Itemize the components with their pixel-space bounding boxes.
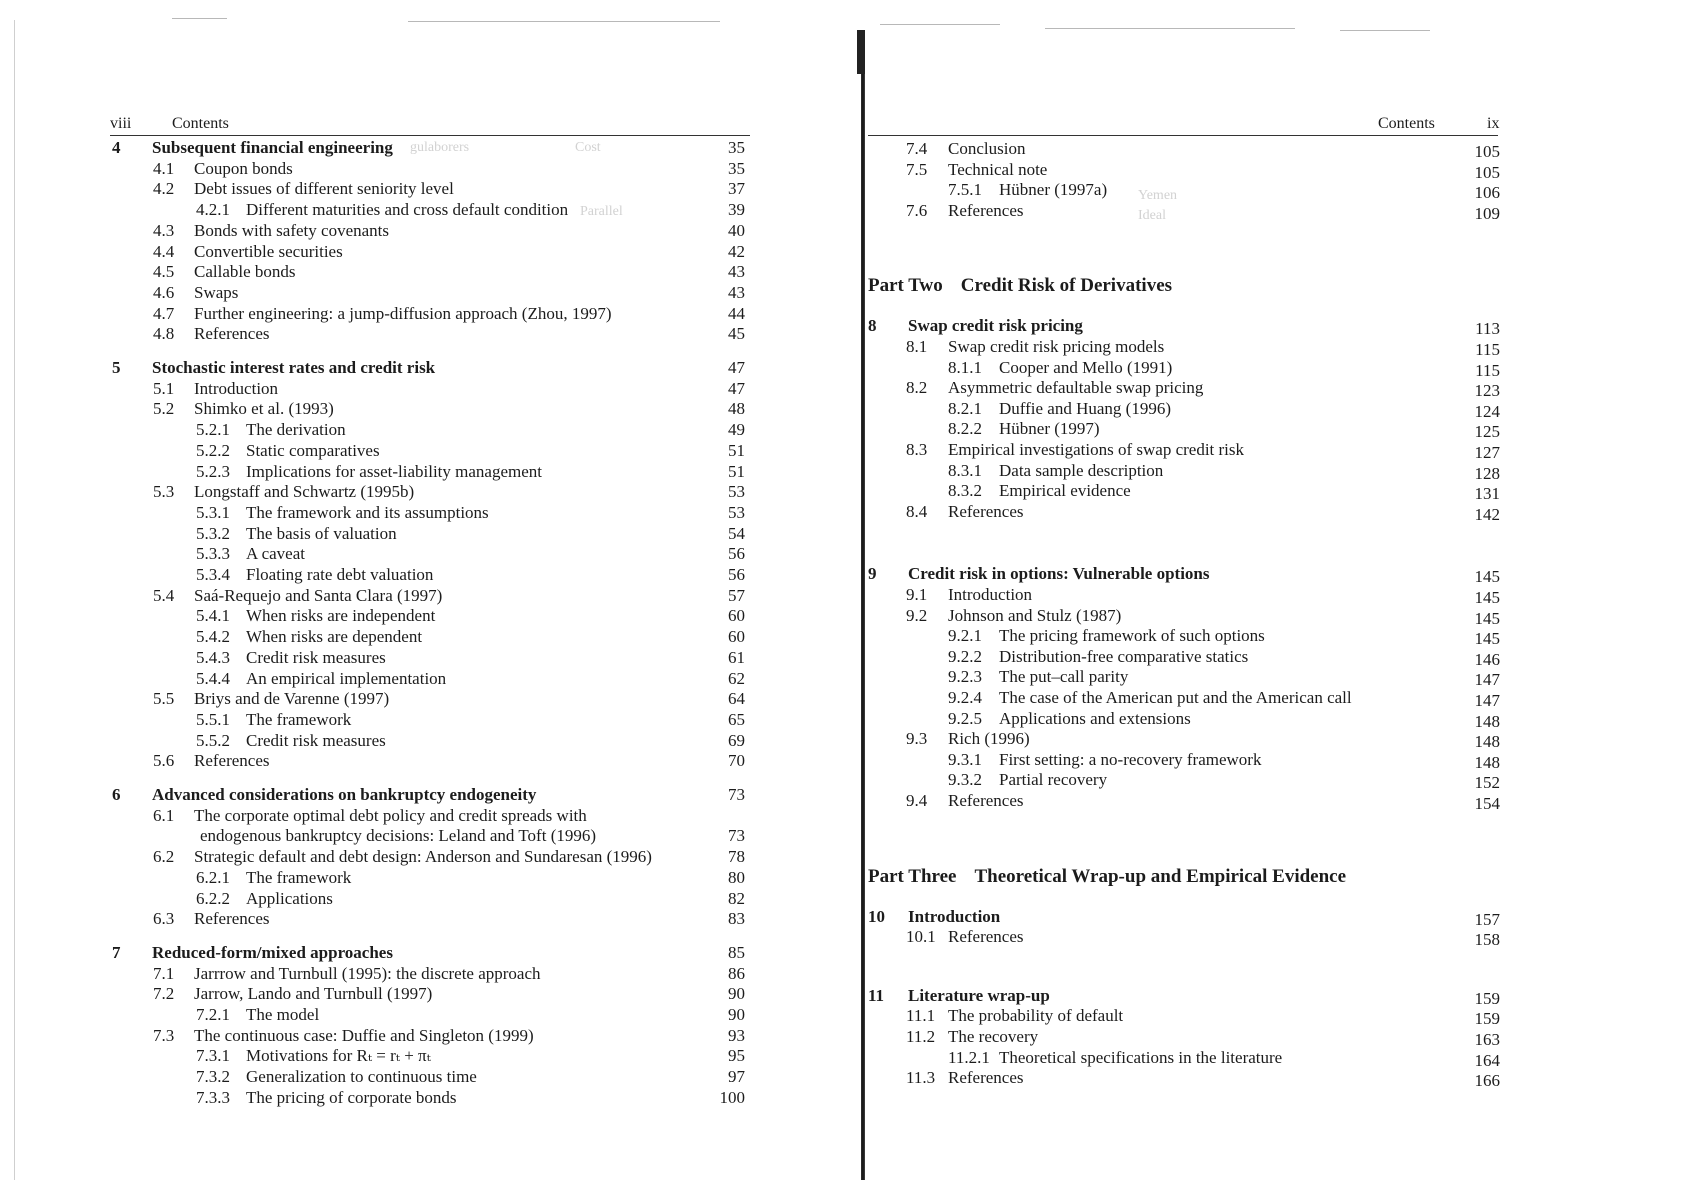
section-number: 7.2.1 [196, 1005, 230, 1024]
page-number: 145 [1474, 629, 1500, 649]
chapter-title: Subsequent financial engineering [152, 138, 393, 157]
section-number: 8.3.1 [948, 460, 982, 480]
section-number: 5.4.4 [196, 668, 230, 688]
show-through-text: gulaborers [410, 140, 470, 155]
part-heading [868, 275, 1172, 297]
section-number: 11.3 [906, 1068, 936, 1088]
section-title: Floating rate debt valuation [246, 565, 434, 584]
section-title: Static comparatives [246, 440, 380, 460]
page-number: 35 [728, 158, 745, 178]
section-number: 7.2 [153, 984, 175, 1004]
page-number: 109 [1474, 203, 1500, 223]
folio-right: ix [1487, 115, 1500, 132]
section-number: 4.6 [153, 282, 175, 302]
page-number: 39 [728, 200, 745, 220]
section-number: 7.3.1 [196, 1046, 230, 1066]
section-title: Strategic default and debt design: Anderson and Sundaresan (1996) [194, 847, 652, 867]
section-title: The recovery [948, 1027, 1039, 1046]
section-title: Partial recovery [999, 770, 1108, 790]
page-number: 51 [728, 440, 745, 460]
section-number: 9.2.2 [948, 646, 982, 666]
section-number: 6.2.2 [196, 888, 230, 908]
page-number: 90 [728, 984, 745, 1004]
section-title: An empirical implementation [246, 668, 447, 688]
section-number: 5.4.2 [196, 627, 230, 647]
part-title: Credit Risk of Derivatives [960, 275, 1173, 297]
section-title: Motivations for Rₜ = rₜ + πₜ [246, 1046, 431, 1066]
page-number: 131 [1474, 484, 1500, 504]
page-number: 115 [1475, 360, 1500, 380]
page-number: 40 [728, 220, 745, 240]
section-title: The continuous case: Duffie and Singleton (1999) [194, 1025, 534, 1045]
section-number: 4.8 [153, 324, 175, 344]
section-number: 8.3.2 [948, 481, 982, 501]
page-number: 148 [1474, 711, 1500, 731]
section-title: Rich (1996) [948, 729, 1030, 749]
section-title: Saá-Requejo and Santa Clara (1997) [194, 585, 443, 605]
section-number: 8.2.2 [948, 419, 982, 439]
page-number: 100 [719, 1087, 745, 1107]
chapter-number: 6 [112, 785, 121, 804]
section-number: 8.1.1 [948, 357, 982, 377]
section-number: 7.4 [906, 139, 928, 158]
page-number: 158 [1474, 930, 1500, 950]
page-number: 65 [728, 709, 745, 729]
section-number: 4.2.1 [196, 200, 230, 220]
section-number: 9.2 [906, 605, 928, 625]
page-number: 148 [1474, 752, 1500, 772]
section-title: Applications [246, 888, 333, 908]
section-number: 7.5.1 [948, 180, 982, 200]
section-number: 5.2.2 [196, 440, 230, 460]
section-title: The framework [246, 867, 352, 887]
section-number: 4.7 [153, 303, 175, 323]
section-number: 5.2 [153, 399, 175, 419]
section-number: 5.3.2 [196, 523, 230, 543]
section-title: The pricing framework of such options [999, 626, 1265, 646]
section-number: 7.3.2 [196, 1067, 230, 1087]
section-title: Empirical evidence [999, 481, 1131, 501]
section-number: 5.5.2 [196, 730, 230, 750]
page-number: 60 [728, 627, 745, 647]
section-number: 5.5.1 [196, 709, 230, 729]
section-number: 5.2.1 [196, 420, 230, 440]
section-title: The derivation [246, 420, 346, 440]
page-number: 164 [1474, 1050, 1500, 1070]
section-number: 4.5 [153, 262, 175, 282]
section-title: References [948, 791, 1024, 810]
section-number: 9.2.4 [948, 688, 982, 707]
page-number: 53 [728, 482, 745, 502]
section-title: Jarrrow and Turnbull (1995): the discrete approach [194, 963, 541, 983]
page-number: 45 [728, 324, 745, 344]
section-number: 7.1 [153, 963, 175, 983]
page-number: 106 [1474, 183, 1500, 203]
section-number: 7.5 [906, 159, 928, 179]
section-number: 8.1 [906, 337, 928, 356]
section-title: Longstaff and Schwartz (1995b) [194, 482, 415, 502]
page-number: 70 [728, 751, 745, 771]
section-number: 9.3.1 [948, 749, 982, 769]
section-title: Generalization to continuous time [246, 1067, 477, 1087]
page-number: 83 [728, 909, 745, 929]
section-title: The case of the American put and the American call [999, 688, 1352, 707]
section-number: 9.1 [906, 585, 928, 604]
chapter-title: Credit risk in options: Vulnerable options [908, 564, 1210, 584]
chapter-title: Advanced considerations on bankruptcy endogeneity [152, 785, 537, 804]
folio-left: viii [110, 115, 132, 132]
section-title: The pricing of corporate bonds [246, 1087, 457, 1107]
page-number: 147 [1474, 670, 1500, 690]
section-title: Credit risk measures [246, 647, 386, 667]
section-number: 5.4 [153, 585, 175, 605]
page-number: 154 [1474, 794, 1500, 813]
section-title: Swaps [194, 282, 239, 302]
section-title: Hübner (1997) [999, 419, 1100, 439]
section-number: 11.1 [906, 1006, 936, 1026]
section-number: 5.3 [153, 482, 175, 502]
section-title: The corporate optimal debt policy and credit spreads with [194, 805, 587, 825]
section-number: 9.4 [906, 791, 928, 810]
page-number: 56 [728, 544, 745, 564]
page-number: 113 [1475, 319, 1500, 339]
page-number: 51 [728, 461, 745, 481]
section-number: 7.3.3 [196, 1087, 230, 1107]
page-number: 47 [728, 378, 745, 398]
section-number: 9.2.3 [948, 667, 982, 687]
section-title: Hübner (1997a) [999, 180, 1108, 200]
section-number: 8.2 [906, 378, 928, 398]
section-title: First setting: a no-recovery framework [999, 749, 1262, 769]
section-number: 8.2.1 [948, 398, 982, 418]
page-number: 115 [1475, 340, 1500, 359]
show-through-text: Parallel [580, 204, 623, 219]
page-number: 47 [728, 358, 745, 377]
page-number: 163 [1474, 1030, 1500, 1049]
running-head-left: Contents [172, 115, 229, 132]
section-title: Jarrow, Lando and Turnbull (1997) [194, 984, 433, 1004]
page-number: 166 [1474, 1071, 1500, 1091]
page-number: 148 [1474, 732, 1500, 752]
section-title: Cooper and Mello (1991) [999, 357, 1173, 377]
chapter-number: 8 [868, 316, 877, 336]
chapter-title: Stochastic interest rates and credit risk [152, 358, 436, 377]
page-number: 127 [1474, 443, 1500, 462]
section-title: Asymmetric defaultable swap pricing [948, 378, 1204, 398]
section-title: Distribution-free comparative statics [999, 646, 1249, 666]
section-title: Shimko et al. (1993) [194, 399, 334, 419]
section-title: References [194, 909, 270, 929]
show-through-text: Ideal [1138, 208, 1166, 223]
page-number: 125 [1474, 422, 1500, 442]
page-number: 48 [728, 399, 745, 419]
section-title: A caveat [246, 544, 305, 564]
section-title: Different maturities and cross default condition [246, 200, 569, 220]
section-number: 11.2.1 [948, 1047, 990, 1067]
page-number: 73 [728, 785, 745, 804]
chapter-title: Swap credit risk pricing [908, 316, 1083, 336]
page-number: 157 [1474, 909, 1500, 929]
page-number: 56 [728, 565, 745, 584]
chapter-number: 4 [112, 138, 121, 157]
page-number: 159 [1474, 1009, 1500, 1029]
page-number: 93 [728, 1025, 745, 1045]
section-title: Credit risk measures [246, 730, 386, 750]
section-number: 5.4.1 [196, 606, 230, 626]
section-number: 6.2 [153, 847, 175, 867]
show-through-text: Yemen [1138, 188, 1178, 203]
page-number: 43 [728, 282, 745, 302]
page-number: 97 [728, 1067, 745, 1087]
page-number: 95 [728, 1046, 745, 1066]
page-number: 145 [1474, 588, 1500, 607]
section-number: 6.2.1 [196, 867, 230, 887]
right-page [868, 0, 1691, 1201]
section-title: The framework and its assumptions [246, 502, 489, 522]
page-number: 152 [1474, 773, 1500, 793]
page-number: 82 [728, 888, 745, 908]
section-number: 5.6 [153, 751, 175, 771]
page-number: 86 [728, 963, 745, 983]
section-title: The model [246, 1005, 320, 1024]
section-number: 9.3 [906, 729, 928, 749]
page-number: 159 [1474, 988, 1500, 1008]
chapter-title: Reduced-form/mixed approaches [152, 942, 393, 962]
running-head-right: Contents [1378, 115, 1435, 132]
page-number: 62 [728, 668, 745, 688]
section-number: 9.2.1 [948, 626, 982, 646]
section-title: References [948, 200, 1024, 220]
section-title: Theoretical specifications in the literature [999, 1047, 1283, 1067]
section-title: Johnson and Stulz (1987) [948, 605, 1122, 625]
header-rule [110, 135, 750, 136]
page-number: 85 [728, 942, 745, 962]
section-title: The probability of default [948, 1006, 1124, 1026]
section-number: 5.3.3 [196, 544, 230, 564]
section-title: References [948, 927, 1024, 947]
section-title: Bonds with safety covenants [194, 220, 389, 240]
section-title: Conclusion [948, 139, 1026, 158]
page-number: 147 [1474, 691, 1500, 710]
page-number: 61 [728, 647, 745, 667]
page-number: 53 [728, 502, 745, 522]
section-number: 5.1 [153, 378, 175, 398]
page-number: 128 [1474, 463, 1500, 483]
page-number: 54 [728, 523, 745, 543]
page-number: 57 [728, 585, 745, 605]
page-number: 124 [1474, 401, 1500, 421]
section-number: 4.2 [153, 179, 175, 199]
section-title: Briys and de Varenne (1997) [194, 689, 390, 709]
section-number: 9.3.2 [948, 770, 982, 790]
page-number: 123 [1474, 381, 1500, 401]
section-number: 4.4 [153, 241, 175, 261]
page-number: 105 [1474, 142, 1500, 161]
chapter-title: Literature wrap-up [908, 985, 1050, 1005]
section-title: References [948, 1068, 1024, 1088]
section-number: 9.2.5 [948, 708, 982, 728]
chapter-number: 10 [868, 906, 885, 926]
section-title: The basis of valuation [246, 523, 397, 543]
section-number: 5.3.4 [196, 565, 230, 584]
section-title: Empirical investigations of swap credit risk [948, 440, 1245, 459]
page-number: 142 [1474, 504, 1500, 524]
section-number: 5.2.3 [196, 461, 230, 481]
section-title: When risks are independent [246, 606, 436, 626]
chapter-title: Introduction [908, 906, 1001, 926]
show-through-text: Cost [575, 140, 601, 155]
page-number: 37 [728, 179, 745, 199]
section-number: 7.6 [906, 200, 928, 220]
page-number: 105 [1474, 162, 1500, 182]
section-title: References [948, 501, 1024, 521]
section-title: References [194, 751, 270, 771]
section-title: The framework [246, 709, 352, 729]
chapter-number: 5 [112, 358, 121, 377]
section-number: 11.2 [906, 1027, 936, 1046]
page-number: 49 [728, 420, 745, 440]
section-number: 6.3 [153, 909, 175, 929]
section-number: 5.5 [153, 689, 175, 709]
book-gutter [861, 30, 865, 1180]
section-title: endogenous bankruptcy decisions: Leland and Toft (1996) [200, 826, 597, 846]
section-number: 4.1 [153, 158, 175, 178]
section-title: Duffie and Huang (1996) [999, 398, 1172, 418]
section-number: 10.1 [906, 927, 936, 947]
section-number: 6.1 [153, 805, 175, 825]
page-number: 35 [728, 138, 745, 157]
page-number: 90 [728, 1005, 745, 1024]
section-title: References [194, 324, 270, 344]
header-rule [868, 135, 1498, 136]
page-number: 78 [728, 847, 745, 867]
section-number: 8.4 [906, 501, 928, 521]
section-number: 8.3 [906, 440, 928, 459]
section-title: The put–call parity [999, 667, 1129, 687]
section-number: 4.3 [153, 220, 175, 240]
part-heading [868, 866, 1346, 888]
section-number: 5.3.1 [196, 502, 230, 522]
section-title: Convertible securities [194, 241, 343, 261]
section-number: 7.3 [153, 1025, 175, 1045]
page-number: 42 [728, 241, 745, 261]
section-title: Implications for asset-liability management [246, 461, 542, 481]
page-number: 64 [728, 689, 745, 709]
part-label: Part Three [868, 865, 957, 887]
page-number: 73 [728, 826, 745, 846]
section-title: Swap credit risk pricing models [948, 337, 1165, 356]
chapter-number: 11 [868, 985, 885, 1005]
section-title: Introduction [194, 378, 279, 398]
page-number: 44 [728, 303, 745, 323]
section-title: Callable bonds [194, 262, 296, 282]
page-number: 80 [728, 867, 745, 887]
section-number: 5.4.3 [196, 647, 230, 667]
section-title: Data sample description [999, 460, 1164, 480]
section-title: Technical note [948, 159, 1048, 179]
part-label: Part Two [868, 275, 943, 297]
page-number: 60 [728, 606, 745, 626]
section-title: Further engineering: a jump-diffusion approach (Zhou, 1997) [194, 303, 612, 323]
section-title: When risks are dependent [246, 627, 423, 647]
page-number: 145 [1474, 608, 1500, 628]
section-title: Applications and extensions [999, 708, 1191, 728]
page-number: 146 [1474, 649, 1500, 669]
section-title: Introduction [948, 585, 1033, 604]
part-title: Theoretical Wrap-up and Empirical Evidence [974, 865, 1347, 887]
page-number: 145 [1474, 567, 1500, 587]
chapter-number: 7 [112, 942, 121, 962]
chapter-number: 9 [868, 564, 877, 584]
page-number: 69 [728, 730, 745, 750]
section-title: Coupon bonds [194, 158, 293, 178]
page-number: 43 [728, 262, 745, 282]
section-title: Debt issues of different seniority level [194, 179, 454, 199]
